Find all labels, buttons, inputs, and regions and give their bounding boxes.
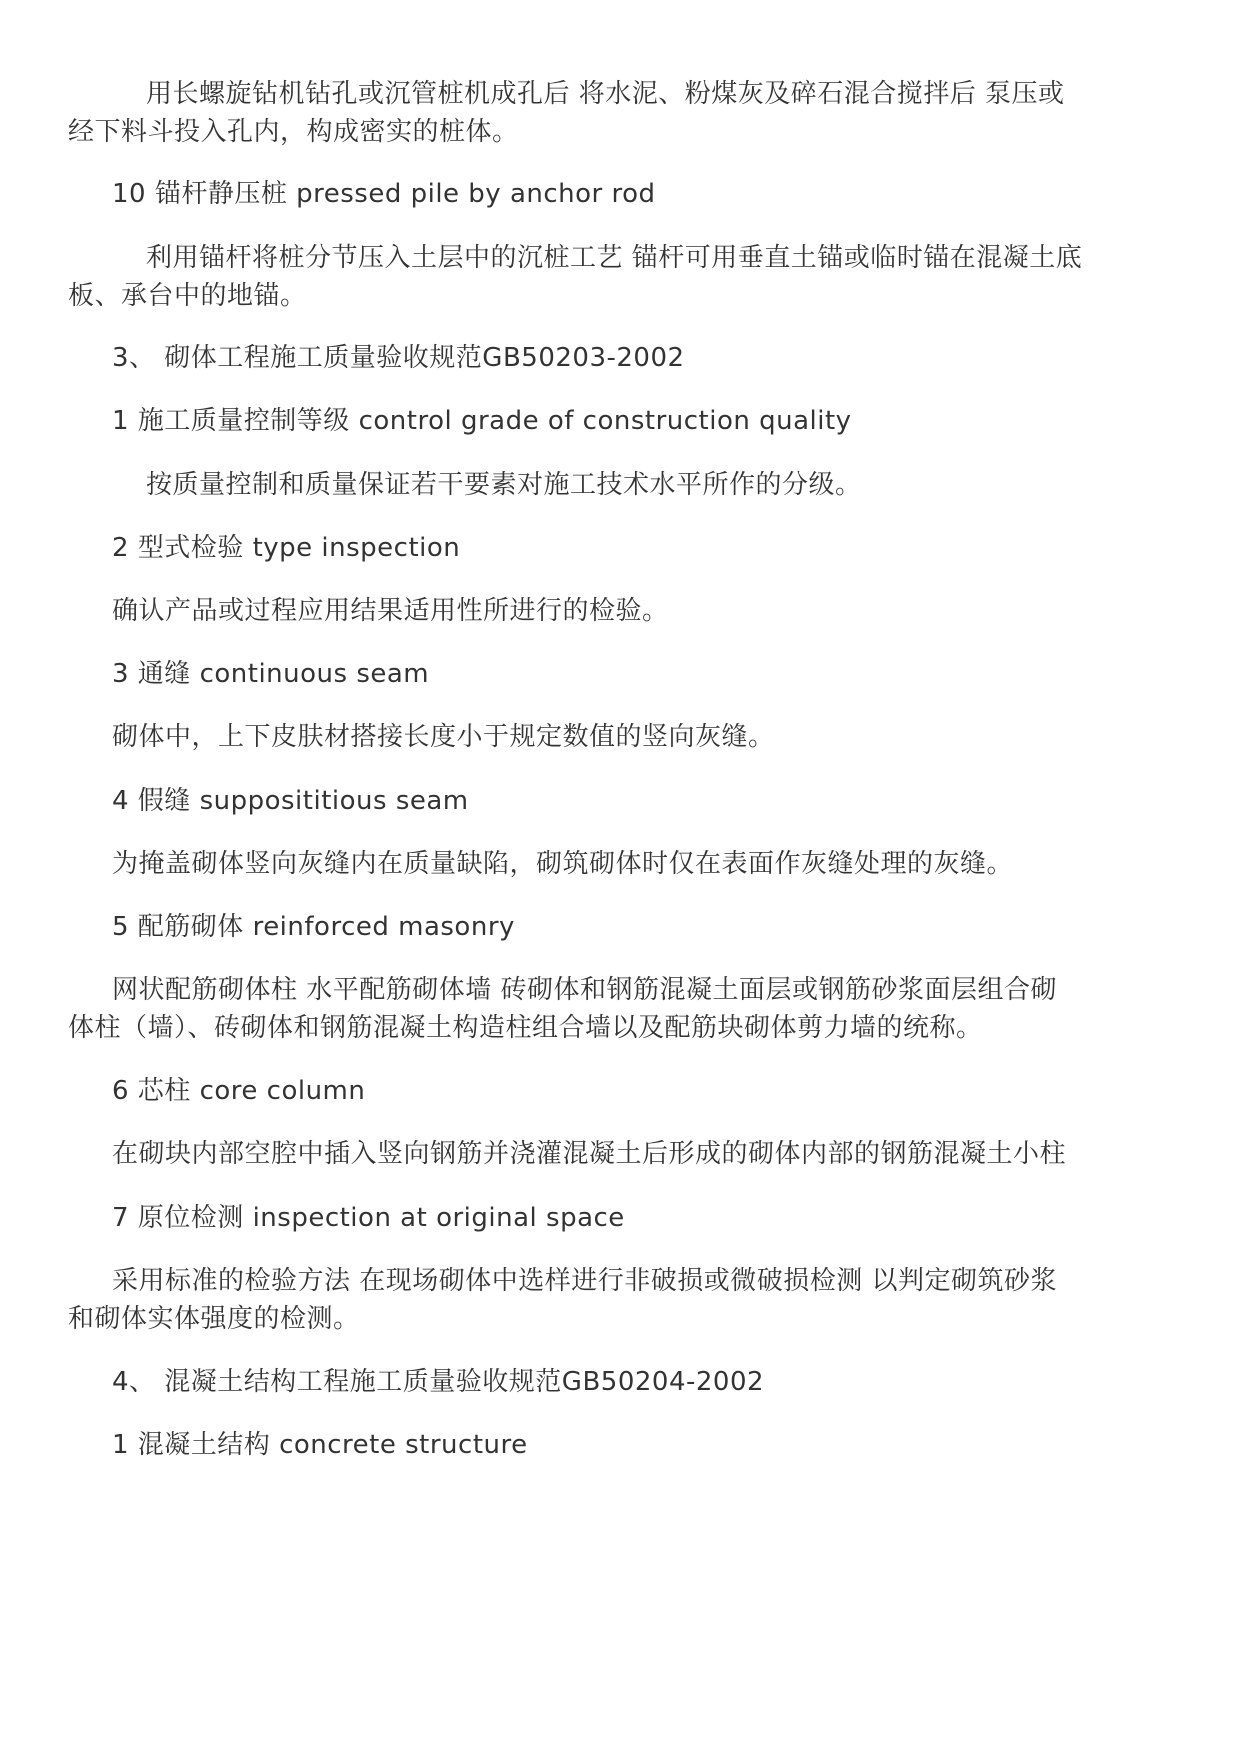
paragraph-cfg-pile-line1: 用长螺旋钻机钻孔或沉管桩机成孔后 将水泥、粉煤灰及碎石混合搅拌后 泵压或 (146, 79, 1065, 109)
term-heading-10: 10 锚杆静压桩 pressed pile by anchor rod (112, 179, 656, 209)
term-heading-4: 4 假缝 supposititious seam (112, 786, 469, 816)
section-heading-4: 4、 混凝土结构工程施工质量验收规范GB50204-2002 (112, 1367, 765, 1397)
term-definition-1: 按质量控制和质量保证若干要素对施工技术水平所作的分级。 (146, 470, 862, 500)
term-definition-2: 确认产品或过程应用结果适用性所进行的检验。 (112, 596, 669, 626)
term-definition-7-line1: 采用标准的检验方法 在现场砌体中选样进行非破损或微破损检测 以判定砌筑砂浆 (112, 1266, 1058, 1296)
paragraph-anchor-pile-line2: 板、承台中的地锚。 (68, 281, 307, 311)
paragraph-anchor-pile-line1: 利用锚杆将桩分节压入土层中的沉桩工艺 锚杆可用垂直土锚或临时锚在混凝土底 (146, 243, 1083, 273)
term-heading-2: 2 型式检验 type inspection (112, 533, 461, 563)
term-heading-concrete-1: 1 混凝土结构 concrete structure (112, 1430, 528, 1460)
term-definition-5-line1: 网状配筋砌体柱 水平配筋砌体墙 砖砌体和钢筋混凝土面层或钢筋砂浆面层组合砌 (112, 975, 1058, 1005)
term-heading-5: 5 配筋砌体 reinforced masonry (112, 912, 515, 942)
term-definition-7-line2: 和砌体实体强度的检测。 (68, 1304, 360, 1334)
section-heading-3: 3、 砌体工程施工质量验收规范GB50203-2002 (112, 343, 685, 373)
term-heading-1: 1 施工质量控制等级 control grade of construction quality (112, 406, 852, 436)
term-definition-4: 为掩盖砌体竖向灰缝内在质量缺陷，砌筑砌体时仅在表面作灰缝处理的灰缝。 (112, 849, 1014, 879)
term-definition-6: 在砌块内部空腔中插入竖向钢筋并浇灌混凝土后形成的砌体内部的钢筋混凝土小柱 (112, 1139, 1067, 1169)
term-definition-5-line2: 体柱（墙）、砖砌体和钢筋混凝土构造柱组合墙以及配筋块砌体剪力墙的统称。 (68, 1013, 983, 1043)
term-definition-3: 砌体中，上下皮肤材搭接长度小于规定数值的竖向灰缝。 (112, 722, 775, 752)
term-heading-3: 3 通缝 continuous seam (112, 659, 430, 689)
paragraph-cfg-pile-line2: 经下料斗投入孔内，构成密实的桩体。 (68, 117, 519, 147)
term-heading-6: 6 芯柱 core column (112, 1076, 366, 1106)
term-heading-7: 7 原位检测 inspection at original space (112, 1203, 625, 1233)
